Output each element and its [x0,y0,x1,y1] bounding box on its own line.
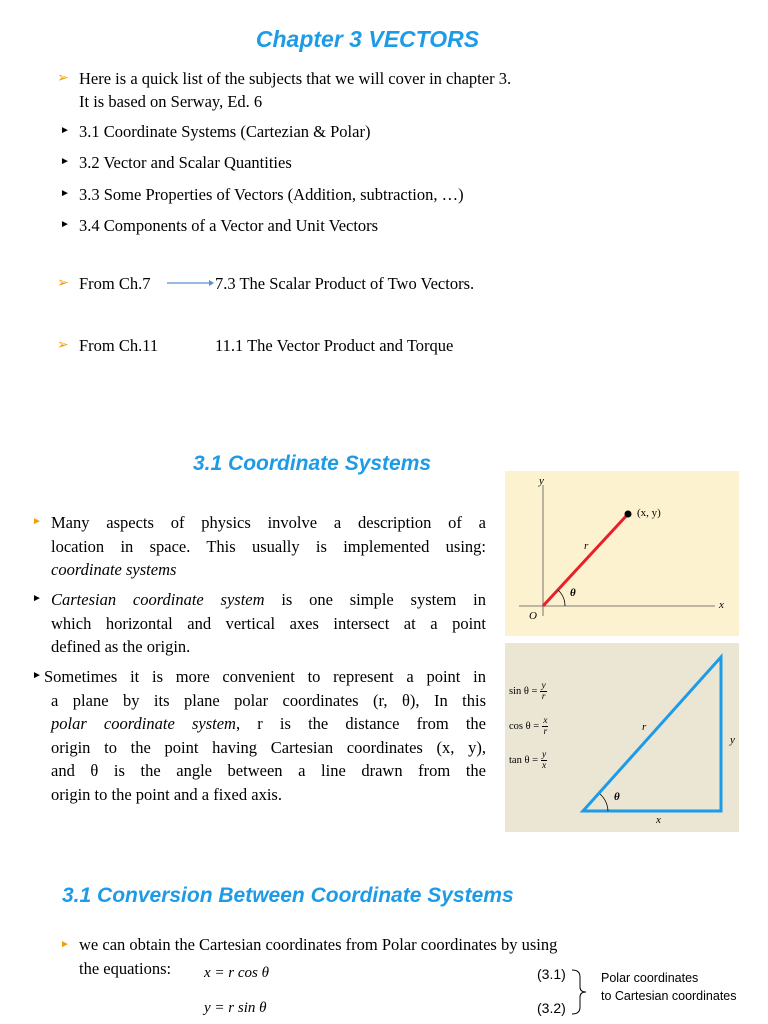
theta-arc [558,590,565,606]
arrow-bullet-icon: ➢ [57,276,69,291]
figure-polar-point-svg [505,471,739,636]
figure-polar-point [505,471,739,636]
equation-number-3-2: (3.2) [537,1000,566,1016]
triangle-bullet-icon: ► [32,670,42,681]
section-title-coordinate-systems: 3.1 Coordinate Systems [193,452,432,475]
brace-label-line-2: to Cartesian coordinates [601,989,737,1003]
paragraph-polar: Sometimes it is more convenient to represent a point in a plane by its plane polar coordinates (r, θ), In this polar coordinate system, r is the distance from the origin to the point having Cartesian coordinates (x, y), and θ is the angle between a line drawn from the origin to the point and a fixed axis. [44,667,486,804]
topic-item: 3.3 Some Properties of Vectors (Addition, subtraction, …) [79,185,464,204]
from-ch7-label: From Ch.7 [79,274,151,293]
triangle-bullet-icon: ► [60,125,70,136]
fig1-x-label: x [719,599,724,611]
topic-item: 3.1 Coordinate Systems (Cartezian & Polar) [79,122,371,141]
intro-line-2: It is based on Serway, Ed. 6 [79,92,263,111]
right-arrow-icon [167,278,215,288]
triangle-bullet-icon: ► [60,219,70,230]
arrow-bullet-icon: ➢ [57,338,69,353]
topic-item: 3.2 Vector and Scalar Quantities [79,153,292,172]
equation-3-2: y = r sin θ [204,1000,267,1016]
fig2-x-label: x [656,814,661,826]
conversion-line-1: we can obtain the Cartesian coordinates from Polar coordinates by using [79,935,558,954]
figure-right-triangle-svg [505,643,739,832]
triangle-bullet-icon: ► [60,939,70,950]
fig1-theta-label: θ [570,587,576,599]
brace-label-line-1: Polar coordinates [601,971,699,985]
figure-right-triangle [505,643,739,832]
chapter-title: Chapter 3 VECTORS [255,26,480,52]
curly-brace-icon [570,967,592,1017]
triangle-bullet-icon: ► [32,516,42,527]
conversion-line-2: the equations: [79,959,172,978]
r-vector [543,514,628,606]
triangle-bullet-icon: ► [60,188,70,199]
tan-formula: tan θ = $\frac{y}{x}$ [509,750,547,771]
from-ch11-label: From Ch.11 [79,336,159,355]
fig1-point-label: (x, y) [637,507,661,519]
equation-number-3-1: (3.1) [537,966,566,982]
point-dot [625,511,632,518]
paragraph-cartesian: Cartesian coordinate system is one simple system in which horizontal and vertical axes intersect at a point defined as the origin. [51,590,487,656]
fig2-r-label: r [642,721,647,733]
fig2-theta-label: θ [614,791,620,803]
equation-3-1: x = r cos θ [204,965,269,981]
triangle-bullet-icon: ► [60,156,70,167]
cos-formula: cos θ = $\frac{x}{r}$ [509,716,548,737]
fig1-y-label: y [539,475,544,487]
fig1-r-label: r [584,540,589,552]
triangle-bullet-icon: ► [32,593,42,604]
fig1-origin-label: O [529,610,537,622]
arrow-bullet-icon: ➢ [57,71,69,86]
theta-arc [600,794,608,811]
triangle-shape [583,657,721,811]
paragraph-coordinate-systems: Many aspects of physics involve a description of a location in space. This usually is implemented using: coordinate systems [51,513,486,579]
topic-item: 3.4 Components of a Vector and Unit Vectors [79,216,379,235]
sin-formula: sin θ = $\frac{y}{r}$ [509,681,546,702]
intro-line-1: Here is a quick list of the subjects that we will cover in chapter 3. [79,69,512,88]
section-title-conversion: 3.1 Conversion Between Coordinate Systems [62,884,514,907]
from-ch7-topic: 7.3 The Scalar Product of Two Vectors. [215,274,475,293]
fig2-y-label: y [730,734,735,746]
from-ch11-topic: 11.1 The Vector Product and Torque [215,336,454,355]
